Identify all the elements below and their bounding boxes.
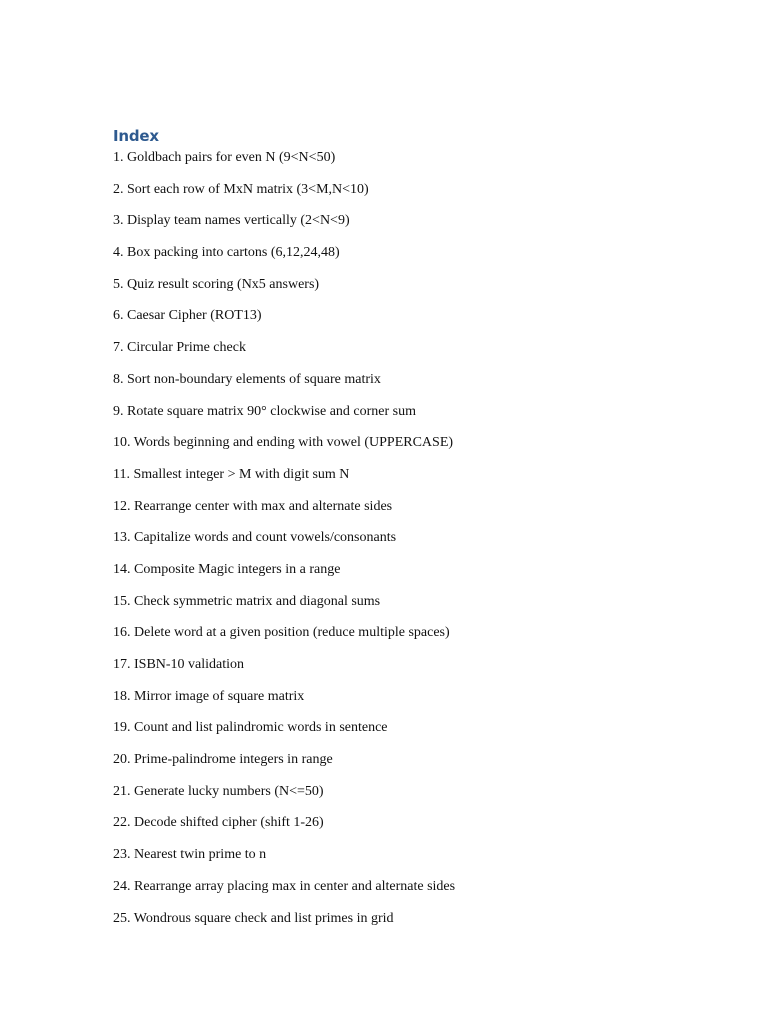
index-item-24: 24. Rearrange array placing max in center and alternate sides <box>113 878 456 894</box>
index-item-18: 18. Mirror image of square matrix <box>113 688 305 704</box>
document-page <box>113 124 713 940</box>
index-list <box>113 148 713 940</box>
index-item-7: 7. Circular Prime check <box>113 340 246 356</box>
index-item-5: 5. Quiz result scoring (Nx5 answers) <box>113 276 320 292</box>
index-item-8: 8. Sort non-boundary elements of square matrix <box>113 371 381 387</box>
index-item-20: 20. Prime-palindrome integers in range <box>113 752 333 768</box>
index-item-23: 23. Nearest twin prime to n <box>113 847 267 863</box>
index-item-2: 2. Sort each row of MxN matrix (3<M,N<10) <box>113 181 369 197</box>
index-item-4: 4. Box packing into cartons (6,12,24,48) <box>113 245 340 261</box>
index-item-10: 10. Words beginning and ending with vowel (UPPERCASE) <box>113 435 454 451</box>
index-item-3: 3. Display team names vertically (2<N<9) <box>113 213 350 229</box>
index-item-14: 14. Composite Magic integers in a range <box>113 561 341 577</box>
index-item-22: 22. Decode shifted cipher (shift 1-26) <box>113 815 324 831</box>
index-item-17: 17. ISBN-10 validation <box>113 657 245 672</box>
index-item-15: 15. Check symmetric matrix and diagonal sums <box>113 593 381 609</box>
index-item-6: 6. Caesar Cipher (ROT13) <box>113 308 262 324</box>
index-item-12: 12. Rearrange center with max and alternate sides <box>113 498 393 514</box>
index-item-19: 19. Count and list palindromic words in sentence <box>113 720 388 736</box>
index-item-1: 1. Goldbach pairs for even N (9<N<50) <box>113 150 336 165</box>
index-item-9: 9. Rotate square matrix 90° clockwise and corner sum <box>113 403 417 419</box>
index-item-21: 21. Generate lucky numbers (N<=50) <box>113 783 324 799</box>
index-item-25: 25. Wondrous square check and list primes in grid <box>113 910 394 926</box>
index-item-16: 16. Delete word at a given position (reduce multiple spaces) <box>113 625 450 641</box>
index-item-11: 11. Smallest integer > M with digit sum N <box>113 466 350 482</box>
index-heading: Index <box>113 127 159 145</box>
index-item-13: 13. Capitalize words and count vowels/consonants <box>113 530 397 546</box>
